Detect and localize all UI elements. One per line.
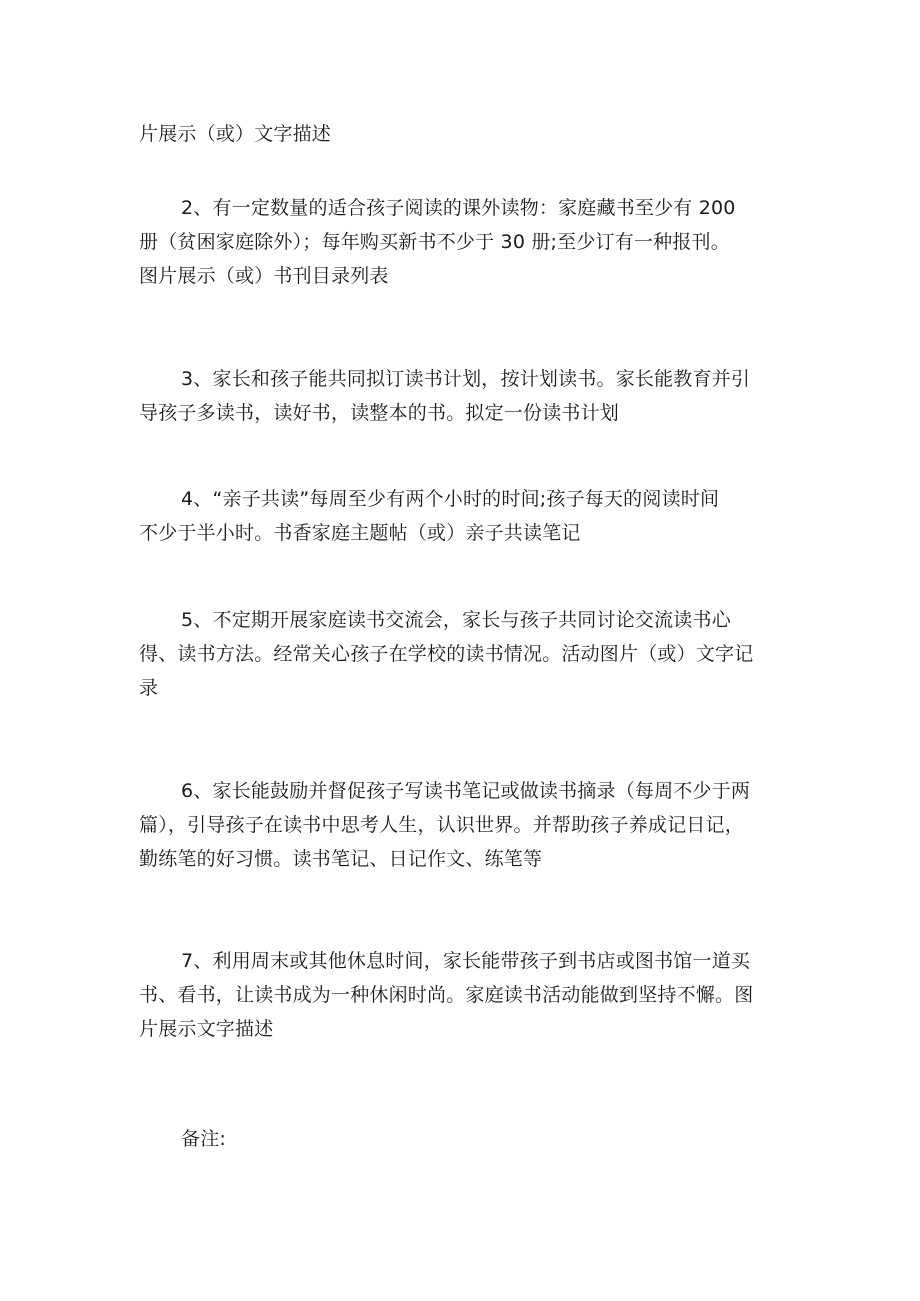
note-section xyxy=(139,1122,789,1156)
text-line: 3、家长和孩子能共同拟订读书计划，按计划读书。家长能教育并引 xyxy=(181,368,751,390)
text-line: 7、利用周末或其他休息时间，家长能带孩子到书店或图书馆一道买 xyxy=(181,950,751,972)
text-line: 4、“亲子共读”每周至少有两个小时的时间;孩子每天的阅读时间 xyxy=(181,488,720,510)
text-line: 篇），引导孩子在读书中思考人生，认识世界。并帮助孩子养成记日记， xyxy=(139,814,744,836)
text-line: 录 xyxy=(139,677,159,699)
text-line: 册（贫困家庭除外）；每年购买新书不少于 30 册;至少订有一种报刊。 xyxy=(139,231,730,253)
text-line: 图片展示（或）书刊目录列表 xyxy=(139,265,389,287)
paragraph-item-6 xyxy=(139,774,789,876)
text-line: 片展示文字描述 xyxy=(139,1018,274,1040)
paragraph-item-2 xyxy=(139,191,789,293)
text-line: 5、不定期开展家庭读书交流会，家长与孩子共同讨论交流读书心 xyxy=(181,609,731,631)
paragraph-item-5 xyxy=(139,603,789,705)
text-line: 导孩子多读书，读好书，读整本的书。拟定一份读书计划 xyxy=(139,402,620,424)
text-line: 不少于半小时。书香家庭主题帖（或）亲子共读笔记 xyxy=(139,522,581,544)
paragraph-item-3 xyxy=(139,362,789,430)
text-line: 2、有一定数量的适合孩子阅读的课外读物：家庭藏书至少有 200 xyxy=(181,197,736,219)
text-line: 6、家长能鼓励并督促孩子写读书笔记或做读书摘录（每周不少于两 xyxy=(181,780,751,802)
paragraph-item-4 xyxy=(139,482,789,550)
paragraph-item-7 xyxy=(139,944,789,1046)
text-line: 片展示（或）文字描述 xyxy=(139,123,332,145)
note-label: 备注: xyxy=(181,1128,227,1150)
text-line: 勤练笔的好习惯。读书笔记、日记作文、练笔等 xyxy=(139,848,543,870)
text-line: 得、读书方法。经常关心孩子在学校的读书情况。活动图片（或）文字记 xyxy=(139,643,754,665)
text-line: 书、看书，让读书成为一种休闲时尚。家庭读书活动能做到坚持不懈。图 xyxy=(139,984,754,1006)
paragraph-continuation xyxy=(139,117,789,151)
